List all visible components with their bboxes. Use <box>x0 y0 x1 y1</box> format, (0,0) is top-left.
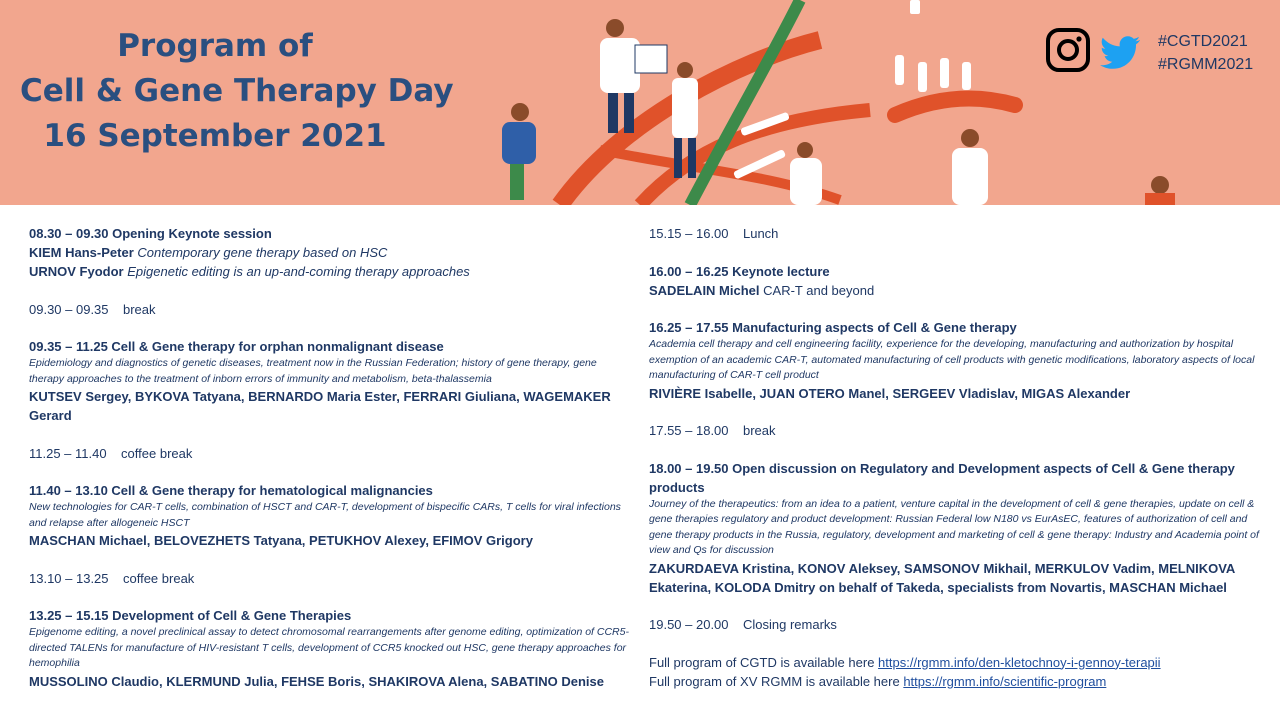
link-text: Full program of CGTD is available here <box>649 654 875 670</box>
hashtags <box>1158 30 1253 76</box>
rgmm-program-link[interactable]: https://rgmm.info/scientific-program <box>903 673 1107 689</box>
session-speakers: ZAKURDAEVA Kristina, KONOV Aleksey, SAMSONOV Mikhail, MERKULOV Vadim, MELNIKOVA Ekaterina, KOLODA Dmitry on behalf of Takeda, specialists from Novartis, MASCHAN Michael <box>649 560 1235 595</box>
page-title <box>20 24 454 159</box>
session-opening-keynote <box>29 224 634 281</box>
social-icons <box>1046 28 1156 74</box>
session-heading: 18.00 – 19.50 Open discussion on Regulatory and Development aspects of Cell & Gene therapy products <box>649 460 1235 495</box>
break-time: 11.25 – 11.40 <box>29 445 107 461</box>
session-description: Epigenome editing, a novel preclinical assay to detect chromosomal rearrangements after genome editing, optimization of CCR5-directed TALENs for manufacture of HIV-resistant T cells, development of CCR5 knocked out HSC, gene therapy approaches for hemophilia <box>29 626 629 669</box>
break-item <box>29 444 634 463</box>
break-time: 17.55 – 18.00 <box>649 423 729 438</box>
lunch-label: Lunch <box>742 226 779 241</box>
break-time: 09.30 – 09.35 <box>29 301 109 317</box>
break-item <box>29 300 634 319</box>
title-line-3: 16 September 2021 <box>43 118 387 154</box>
talk-title: Epigenetic editing is an up-and-coming therapy approaches <box>127 264 470 279</box>
session-speakers: MUSSOLINO Claudio, KLERMUND Julia, FEHSE Boris, SHAKIROVA Alena, SABATINO Denise <box>29 673 604 689</box>
closing-item <box>649 615 1264 634</box>
talk-title: Contemporary gene therapy based on HSC <box>137 245 388 260</box>
session-manufacturing <box>649 318 1264 403</box>
break-label: break <box>122 301 156 317</box>
session-heading: 13.25 – 15.15 Development of Cell & Gene Therapies <box>29 608 352 623</box>
speaker-line <box>29 243 634 262</box>
title-line-1: Program of <box>117 28 313 64</box>
session-heading: 09.35 – 11.25 Cell & Gene therapy for orphan nonmalignant disease <box>29 339 444 354</box>
session-heading: 16.25 – 17.55 Manufacturing aspects of Cell & Gene therapy <box>649 320 1017 335</box>
session-description: Epidemiology and diagnostics of genetic diseases, treatment now in the Russian Federation; history of gene therapy, gene therapy approaches to the treatment of inborn errors of immunity and metabolism, beta-thalassemia <box>29 357 597 385</box>
cgtd-program-link[interactable]: https://rgmm.info/den-kletochnoy-i-gennoy-terapii <box>878 654 1161 670</box>
speaker-name: URNOV Fyodor <box>29 264 124 279</box>
program-left-column <box>29 224 634 691</box>
hashtag-rgmm: #RGMM2021 <box>1158 56 1254 73</box>
break-time: 13.10 – 13.25 <box>29 570 109 586</box>
lunch-item <box>649 224 1264 243</box>
session-speakers: RIVIÈRE Isabelle, JUAN OTERO Manel, SERGEEV Vladislav, MIGAS Alexander <box>649 385 1131 401</box>
session-description: New technologies for CAR-T cells, combination of HSCT and CAR-T, development of bispecific CARs, T cells for viral infections and relapse after allogeneic HSCT <box>29 501 621 529</box>
header-banner <box>0 0 1280 205</box>
session-speakers: KUTSEV Sergey, BYKOVA Tatyana, BERNARDO Maria Ester, FERRARI Giuliana, WAGEMAKER Gerard <box>29 389 611 423</box>
break-label: break <box>742 423 776 438</box>
session-keynote-lecture <box>649 262 1264 300</box>
cgtd-program-link-line <box>649 653 1264 672</box>
session-hematological <box>29 481 634 550</box>
speaker-name: KIEM Hans-Peter <box>29 245 134 260</box>
rgmm-program-link-line <box>649 672 1264 691</box>
break-item <box>29 569 634 588</box>
speaker-line <box>29 262 634 281</box>
session-development <box>29 606 634 691</box>
program-right-column <box>649 224 1264 691</box>
speaker-line <box>649 281 1264 300</box>
session-heading: 08.30 – 09.30 Opening Keynote session <box>29 226 272 241</box>
break-label: coffee break <box>122 570 195 586</box>
session-speakers: MASCHAN Michael, BELOVEZHETS Tatyana, PETUKHOV Alexey, EFIMOV Grigory <box>29 533 533 548</box>
lunch-time: 15.15 – 16.00 <box>649 226 729 241</box>
session-description: Journey of the therapeutics: from an idea to a patient, venture capital in the development of cell & gene therapies, update on cell & gene therapies regulatory and product development: Russian Federal low N180 vs EurAsEC, features of authorization of cell and gene therapy products in the Russia, regulatory, development and marketing of cell & gene therapy: Industry and Academia point of view and Qs for discussion <box>649 497 1259 556</box>
session-open-discussion <box>649 459 1264 597</box>
session-heading: 16.00 – 16.25 Keynote lecture <box>649 263 830 279</box>
twitter-icon[interactable] <box>1100 36 1140 69</box>
closing-label: Closing remarks <box>742 617 837 632</box>
closing-time: 19.50 – 20.00 <box>649 617 729 632</box>
link-text: Full program of XV RGMM is available here <box>649 673 900 689</box>
hashtag-cgtd: #CGTD2021 <box>1158 33 1248 50</box>
session-orphan-disease <box>29 337 634 425</box>
instagram-icon[interactable] <box>1048 30 1088 70</box>
session-heading: 11.40 – 13.10 Cell & Gene therapy for hematological malignancies <box>29 483 433 498</box>
title-line-2: Cell & Gene Therapy Day <box>20 73 454 109</box>
talk-title: CAR-T and beyond <box>763 282 875 298</box>
session-description: Academia cell therapy and cell engineering facility, experience for the developing, manufacturing and authorization by hospital exemption of an academic CAR-T, automated manufacturing of cell products with genetic modifications, laboratory aspects of local manufacturing of CAR-T cell product <box>649 338 1255 381</box>
break-label: coffee break <box>121 445 193 461</box>
speaker-name: SADELAIN Michel <box>649 282 760 298</box>
break-item <box>649 421 1264 440</box>
